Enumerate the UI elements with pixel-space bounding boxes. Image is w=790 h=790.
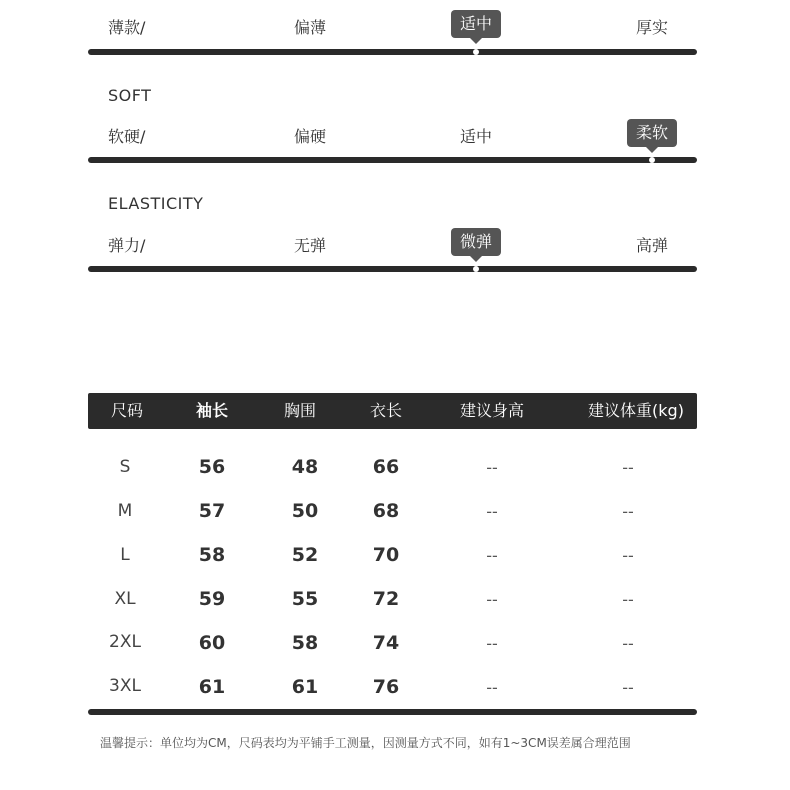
elasticity-option-none: 无弹 xyxy=(293,236,327,255)
cell-size: 3XL xyxy=(109,676,141,696)
cell-chest: 61 xyxy=(291,676,319,698)
cell-sleeve: 57 xyxy=(198,500,226,522)
cell-size: M xyxy=(117,501,133,521)
table-bottom-rule xyxy=(88,709,697,715)
cell-chest: 48 xyxy=(291,456,319,478)
cell-size: 2XL xyxy=(109,632,141,652)
measurement-note: 温馨提示：单位均为CM，尺码表均为平铺手工测量，因测量方式不同，如有1~3CM误差属合理范围 xyxy=(100,736,631,750)
thickness-selected-badge: 适中 xyxy=(451,10,501,38)
cell-height: -- xyxy=(486,590,498,609)
cell-length: 70 xyxy=(372,544,400,566)
cell-sleeve: 61 xyxy=(198,676,226,698)
cell-sleeve: 60 xyxy=(198,632,226,654)
header-height: 建议身高 xyxy=(459,401,525,420)
header-weight: 建议体重(kg) xyxy=(588,401,684,420)
elasticity-selected-badge: 微弹 xyxy=(451,228,501,256)
cell-length: 68 xyxy=(372,500,400,522)
cell-length: 76 xyxy=(372,676,400,698)
thickness-scale-bar xyxy=(88,49,697,55)
cell-size: L xyxy=(120,545,130,565)
cell-weight: -- xyxy=(622,634,634,653)
cell-height: -- xyxy=(486,502,498,521)
cell-length: 74 xyxy=(372,632,400,654)
header-length: 衣长 xyxy=(369,401,403,420)
cell-chest: 55 xyxy=(291,588,319,610)
header-chest: 胸围 xyxy=(283,401,317,420)
size-table-header xyxy=(88,393,697,429)
thickness-option-thick: 厚实 xyxy=(635,18,669,37)
cell-sleeve: 59 xyxy=(198,588,226,610)
cell-size: S xyxy=(119,457,131,477)
cell-sleeve: 56 xyxy=(198,456,226,478)
thickness-option-thin: 薄款/ xyxy=(108,18,146,37)
cell-weight: -- xyxy=(622,502,634,521)
cell-weight: -- xyxy=(622,678,634,697)
thickness-option-slightly-thin: 偏薄 xyxy=(293,18,327,37)
softness-option-medium: 适中 xyxy=(459,127,493,146)
thickness-marker xyxy=(473,49,479,55)
cell-chest: 50 xyxy=(291,500,319,522)
header-sleeve-length: 袖长 xyxy=(195,401,229,420)
cell-height: -- xyxy=(486,634,498,653)
softness-option-hardness: 软硬/ xyxy=(108,127,146,146)
elasticity-marker xyxy=(473,266,479,272)
elasticity-option-stretch: 弹力/ xyxy=(108,236,146,255)
softness-scale-bar xyxy=(88,157,697,163)
cell-length: 66 xyxy=(372,456,400,478)
softness-selected-badge: 柔软 xyxy=(627,119,677,147)
cell-weight: -- xyxy=(622,590,634,609)
softness-option-slightly-hard: 偏硬 xyxy=(293,127,327,146)
softness-heading: SOFT xyxy=(108,86,152,105)
cell-chest: 52 xyxy=(291,544,319,566)
header-size: 尺码 xyxy=(110,401,144,420)
cell-chest: 58 xyxy=(291,632,319,654)
cell-sleeve: 58 xyxy=(198,544,226,566)
cell-height: -- xyxy=(486,546,498,565)
cell-size: XL xyxy=(114,589,136,609)
cell-weight: -- xyxy=(622,458,634,477)
cell-height: -- xyxy=(486,458,498,477)
elasticity-heading: ELASTICITY xyxy=(108,194,204,213)
cell-height: -- xyxy=(486,678,498,697)
elasticity-scale-bar xyxy=(88,266,697,272)
cell-weight: -- xyxy=(622,546,634,565)
softness-marker xyxy=(649,157,655,163)
cell-length: 72 xyxy=(372,588,400,610)
elasticity-option-high: 高弹 xyxy=(635,236,669,255)
